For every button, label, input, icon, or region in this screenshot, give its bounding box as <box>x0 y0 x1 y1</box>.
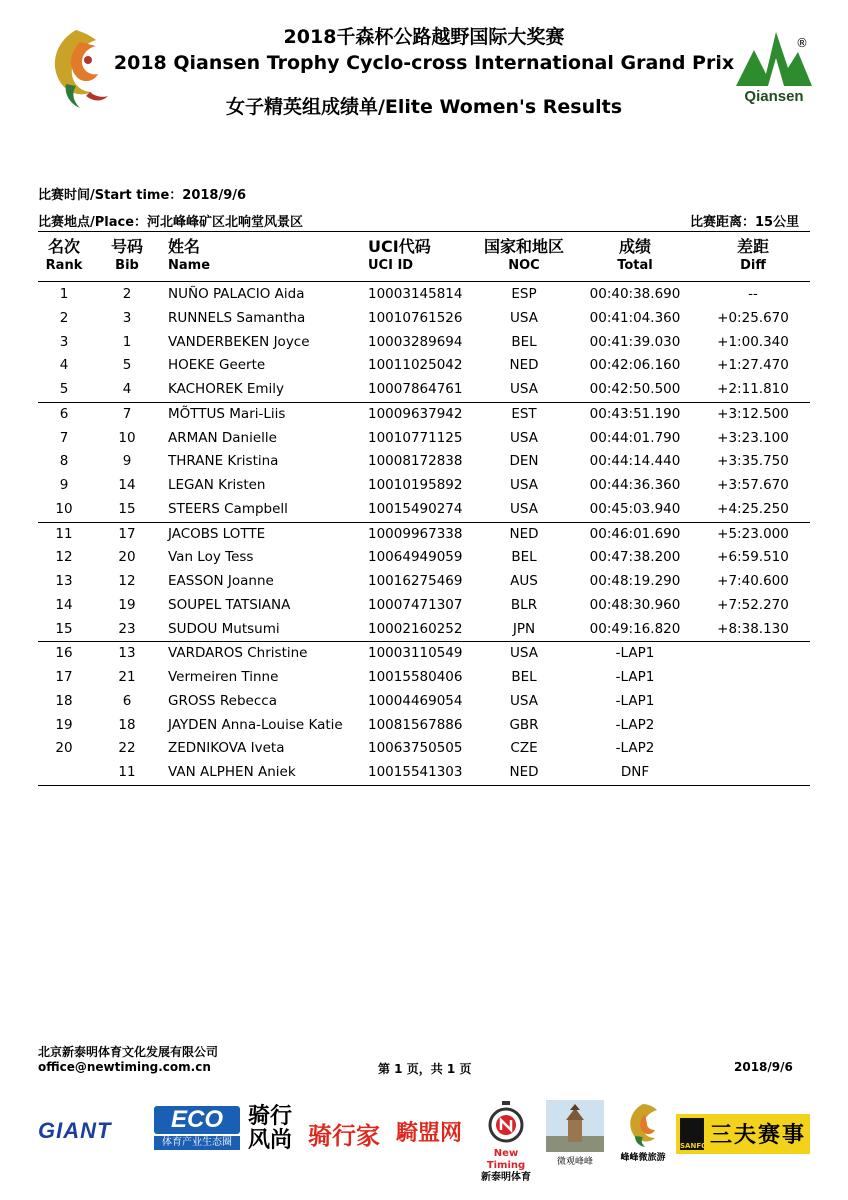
noc-cell: EST <box>511 405 537 422</box>
table-row <box>38 378 810 403</box>
noc-cell: NED <box>509 764 539 780</box>
rank-cell: 15 <box>55 620 73 637</box>
table-row <box>38 714 810 738</box>
fengfeng-tourism-text: 峰峰微旅游 <box>620 1153 666 1163</box>
diff-cell: +3:12.500 <box>717 405 789 422</box>
noc-cell: NED <box>509 357 539 374</box>
name-cell: ZEDNIKOVA Iveta <box>168 740 285 757</box>
diff-cell: +7:40.600 <box>717 573 789 589</box>
uci-id-cell: 10003110549 <box>368 645 463 662</box>
total-time-cell: 00:42:50.500 <box>589 381 681 397</box>
name-cell: MÕTTUS Mari-Liis <box>168 405 286 422</box>
sanfu-tag: SANFO <box>680 1118 704 1150</box>
table-row <box>38 523 810 547</box>
qiansen-brand-word: Qiansen <box>744 88 804 105</box>
rank-cell: 19 <box>55 716 73 733</box>
new-timing-en: New Timing <box>486 1148 526 1171</box>
name-cell: Van Loy Tess <box>168 549 254 566</box>
noc-cell: BEL <box>511 333 537 350</box>
header-name-en: Name <box>168 258 211 273</box>
name-cell: NUÑO PALACIO Aida <box>168 286 305 302</box>
noc-cell: GBR <box>509 716 539 733</box>
header-name-cn: 姓名 <box>168 237 201 256</box>
uci-id-cell: 10063750505 <box>368 740 463 757</box>
name-cell: HOEKE Geerte <box>168 357 266 374</box>
bib-cell: 22 <box>118 740 136 757</box>
uci-id-cell: 10010195892 <box>368 477 463 493</box>
rank-cell: 16 <box>55 645 73 662</box>
rank-cell: 17 <box>55 669 73 685</box>
rank-cell: 18 <box>55 692 73 709</box>
bib-cell: 3 <box>122 309 132 326</box>
table-row <box>38 307 810 331</box>
rank-cell: 9 <box>59 477 69 493</box>
header-diff-cn: 差距 <box>736 237 769 256</box>
diff-cell: -- <box>748 286 758 302</box>
name-cell: RUNNELS Samantha <box>168 309 306 326</box>
rank-cell: 8 <box>59 453 69 470</box>
uci-id-cell: 10003289694 <box>368 333 463 350</box>
stopwatch-icon <box>486 1100 526 1144</box>
header-rank-cn: 名次 <box>47 237 80 256</box>
footer-date: 2018/9/6 <box>734 1060 793 1074</box>
total-time-cell: 00:42:06.160 <box>589 357 681 374</box>
rank-cell: 10 <box>55 500 73 517</box>
noc-cell: USA <box>510 309 538 326</box>
bib-cell: 7 <box>122 405 132 422</box>
rank-cell: 5 <box>59 381 69 397</box>
giant-logo <box>38 1118 150 1148</box>
total-time-cell: 00:43:51.190 <box>589 405 681 422</box>
table-row <box>38 761 810 786</box>
table-row <box>38 474 810 498</box>
total-time-cell: 00:44:01.790 <box>589 429 681 446</box>
header-diff-en: Diff <box>740 258 766 273</box>
rank-cell: 4 <box>59 357 69 374</box>
bib-cell: 10 <box>118 429 136 446</box>
noc-cell: BLR <box>510 596 538 613</box>
name-cell: GROSS Rebecca <box>168 692 277 709</box>
qixingjia-text: 骑行家 <box>308 1122 380 1150</box>
header-noc-cn: 国家和地区 <box>483 237 564 256</box>
qimeng-logo <box>396 1116 472 1146</box>
header-uci-cn: UCI代码 <box>368 237 431 256</box>
noc-cell: USA <box>510 500 538 517</box>
noc-cell: JPN <box>512 620 536 637</box>
total-time-cell: -LAP2 <box>615 740 655 757</box>
table-row <box>38 666 810 690</box>
title-block <box>110 24 738 120</box>
weiguan-fengfeng-logo <box>546 1100 604 1170</box>
qixing-fengshang-text: 骑行风尚 <box>248 1103 293 1153</box>
rank-cell: 3 <box>59 333 69 350</box>
uci-id-cell: 10010761526 <box>368 309 463 326</box>
uci-id-cell: 10081567886 <box>368 716 463 733</box>
table-row <box>38 427 810 451</box>
total-time-cell: 00:49:16.820 <box>589 620 681 637</box>
table-row <box>38 618 810 643</box>
total-time-cell: 00:48:19.290 <box>589 573 681 589</box>
name-cell: VARDAROS Christine <box>168 645 308 662</box>
diff-cell: +6:59.510 <box>717 549 789 566</box>
total-time-cell: 00:40:38.690 <box>589 286 681 302</box>
start-time: 比赛时间/Start time：2018/9/6 <box>38 188 247 203</box>
bib-cell: 19 <box>118 596 136 613</box>
rank-cell: 7 <box>59 429 69 446</box>
weiguan-text: 微观峰峰 <box>556 1157 593 1167</box>
table-row <box>38 403 810 427</box>
uci-id-cell: 10007864761 <box>368 381 463 397</box>
diff-cell: +0:25.670 <box>717 309 789 326</box>
total-time-cell: 00:44:36.360 <box>589 477 681 493</box>
name-cell: THRANE Kristina <box>168 453 279 470</box>
qixing-fengshang-logo <box>248 1104 304 1156</box>
total-time-cell: -LAP1 <box>615 692 655 709</box>
phoenix-icon <box>621 1100 665 1148</box>
pagoda-photo-icon <box>546 1100 604 1152</box>
diff-cell: +3:57.670 <box>717 477 789 493</box>
uci-id-cell: 10009967338 <box>368 525 463 542</box>
table-row <box>38 450 810 474</box>
name-cell: VAN ALPHEN Aniek <box>168 764 296 780</box>
diff-cell: +2:11.810 <box>717 381 789 397</box>
table-row <box>38 546 810 570</box>
bib-cell: 15 <box>118 500 136 517</box>
diff-cell: +3:23.100 <box>717 429 789 446</box>
bib-cell: 5 <box>122 357 132 374</box>
noc-cell: DEN <box>509 453 539 470</box>
uci-id-cell: 10002160252 <box>368 620 463 637</box>
sanfu-logo <box>676 1114 810 1154</box>
uci-id-cell: 10015541303 <box>368 764 463 780</box>
footer-company: 北京新泰明体育文化发展有限公司 <box>38 1045 219 1059</box>
bib-cell: 13 <box>118 645 136 662</box>
uci-id-cell: 10007471307 <box>368 596 463 613</box>
noc-cell: CZE <box>510 740 538 757</box>
total-time-cell: -LAP1 <box>615 645 655 662</box>
noc-cell: AUS <box>510 573 538 589</box>
noc-cell: USA <box>510 381 538 397</box>
noc-cell: USA <box>510 429 538 446</box>
uci-id-cell: 10011025042 <box>368 357 463 374</box>
name-cell: JAYDEN Anna-Louise Katie <box>168 716 343 733</box>
title-english: 2018 Qiansen Trophy Cyclo-cross International Grand Prix <box>113 52 735 74</box>
noc-cell: NED <box>509 525 539 542</box>
noc-cell: BEL <box>511 669 537 685</box>
event-phoenix-logo <box>36 22 118 116</box>
rank-cell: 1 <box>59 286 69 302</box>
noc-cell: USA <box>510 692 538 709</box>
table-row <box>38 498 810 523</box>
name-cell: ARMAN Danielle <box>168 429 277 446</box>
header-noc-en: NOC <box>508 258 540 273</box>
bib-cell: 23 <box>118 620 136 637</box>
race-place: 比赛地点/Place：河北峰峰矿区北响堂风景区 <box>38 215 304 230</box>
diff-cell: +3:35.750 <box>717 453 789 470</box>
qixingjia-logo <box>308 1116 392 1150</box>
table-row <box>38 570 810 594</box>
rank-cell: 20 <box>55 740 73 757</box>
name-cell: LEGAN Kristen <box>168 477 266 493</box>
diff-cell: +7:52.270 <box>717 596 789 613</box>
total-time-cell: 00:45:03.940 <box>589 500 681 517</box>
uci-id-cell: 10016275469 <box>368 573 463 589</box>
bib-cell: 14 <box>118 477 136 493</box>
uci-id-cell: 10015580406 <box>368 669 463 685</box>
table-row <box>38 331 810 355</box>
total-time-cell: -LAP1 <box>615 669 655 685</box>
fengfeng-tourism-logo <box>614 1100 672 1176</box>
rank-cell: 12 <box>55 549 73 566</box>
total-time-cell: 00:46:01.690 <box>589 525 681 542</box>
total-time-cell: 00:41:39.030 <box>589 333 681 350</box>
total-time-cell: 00:41:04.360 <box>589 309 681 326</box>
uci-id-cell: 10010771125 <box>368 429 463 446</box>
column-headers-chinese <box>38 234 810 256</box>
uci-id-cell: 10008172838 <box>368 453 463 470</box>
race-distance: 比赛距离：15公里 <box>690 215 800 230</box>
uci-id-cell: 10003145814 <box>368 286 463 302</box>
table-row <box>38 594 810 618</box>
total-time-cell: DNF <box>620 764 650 780</box>
bib-cell: 17 <box>118 525 136 542</box>
eco-wordmark: ECO <box>154 1106 240 1134</box>
total-time-cell: -LAP2 <box>615 716 655 733</box>
new-timing-logo <box>474 1100 538 1183</box>
table-row <box>38 354 810 378</box>
table-top-rule <box>38 231 810 232</box>
diff-cell: +1:27.470 <box>717 357 789 374</box>
name-cell: KACHOREK Emily <box>168 381 285 397</box>
header-uci-en: UCI ID <box>368 258 414 273</box>
header-bottom-rule <box>38 281 810 282</box>
noc-cell: USA <box>510 645 538 662</box>
noc-cell: USA <box>510 477 538 493</box>
diff-cell: +5:23.000 <box>717 525 789 542</box>
name-cell: Vermeiren Tinne <box>168 669 279 685</box>
qimeng-text: 騎盟网 <box>396 1121 463 1146</box>
header-total-cn: 成绩 <box>618 237 651 256</box>
total-time-cell: 00:47:38.200 <box>589 549 681 566</box>
registered-mark: ® <box>796 36 808 50</box>
bib-cell: 4 <box>122 381 132 397</box>
title-chinese: 2018千森杯公路越野国际大奖赛 <box>283 26 565 48</box>
table-row <box>38 690 810 714</box>
header-rank-en: Rank <box>45 258 83 273</box>
name-cell: STEERS Campbell <box>168 500 288 517</box>
total-time-cell: 00:44:14.440 <box>589 453 681 470</box>
noc-cell: BEL <box>511 549 537 566</box>
bib-cell: 21 <box>118 669 136 685</box>
bib-cell: 9 <box>122 453 132 470</box>
column-headers-english <box>38 258 810 280</box>
rank-cell: 14 <box>55 596 73 613</box>
name-cell: SOUPEL TATSIANA <box>168 596 291 613</box>
rank-cell: 2 <box>59 309 69 326</box>
bib-cell: 12 <box>118 573 136 589</box>
name-cell: JACOBS LOTTE <box>168 525 266 542</box>
bib-cell: 20 <box>118 549 136 566</box>
uci-id-cell: 10009637942 <box>368 405 463 422</box>
sanfu-text: 三夫赛事 <box>710 1122 807 1148</box>
footer-email: office@newtiming.com.cn <box>38 1060 211 1074</box>
results-table-body <box>38 283 810 786</box>
name-cell: EASSON Joanne <box>168 573 274 589</box>
bib-cell: 2 <box>122 286 132 302</box>
uci-id-cell: 10015490274 <box>368 500 463 517</box>
eco-logo <box>154 1106 240 1152</box>
bib-cell: 18 <box>118 716 136 733</box>
diff-cell: +4:25.250 <box>717 500 789 517</box>
bib-cell: 11 <box>118 764 136 780</box>
rank-cell: 13 <box>55 573 73 589</box>
name-cell: VANDERBEKEN Joyce <box>168 333 310 350</box>
rank-cell: 11 <box>55 525 73 542</box>
rank-cell: 6 <box>59 405 69 422</box>
uci-id-cell: 10004469054 <box>368 692 463 709</box>
results-subtitle: 女子精英组成绩单/Elite Women's Results <box>225 96 623 118</box>
footer-page-number: 第 1 页，共 1 页 <box>378 1062 472 1076</box>
header-bib-en: Bib <box>115 258 139 273</box>
new-timing-cn: 新泰明体育 <box>481 1172 531 1183</box>
eco-subtitle: 体育产业生态圈 <box>154 1136 240 1150</box>
bib-cell: 1 <box>122 333 132 350</box>
header-total-en: Total <box>617 258 653 273</box>
giant-wordmark: GIANT <box>38 1118 112 1143</box>
name-cell: SUDOU Mutsumi <box>168 620 280 637</box>
diff-cell: +8:38.130 <box>717 620 789 637</box>
noc-cell: ESP <box>511 286 537 302</box>
bib-cell: 6 <box>122 692 132 709</box>
total-time-cell: 00:48:30.960 <box>589 596 681 613</box>
diff-cell: +1:00.340 <box>717 333 789 350</box>
table-row <box>38 642 810 666</box>
table-row <box>38 283 810 307</box>
header-bib-cn: 号码 <box>110 237 143 256</box>
table-row <box>38 737 810 761</box>
uci-id-cell: 10064949059 <box>368 549 463 566</box>
